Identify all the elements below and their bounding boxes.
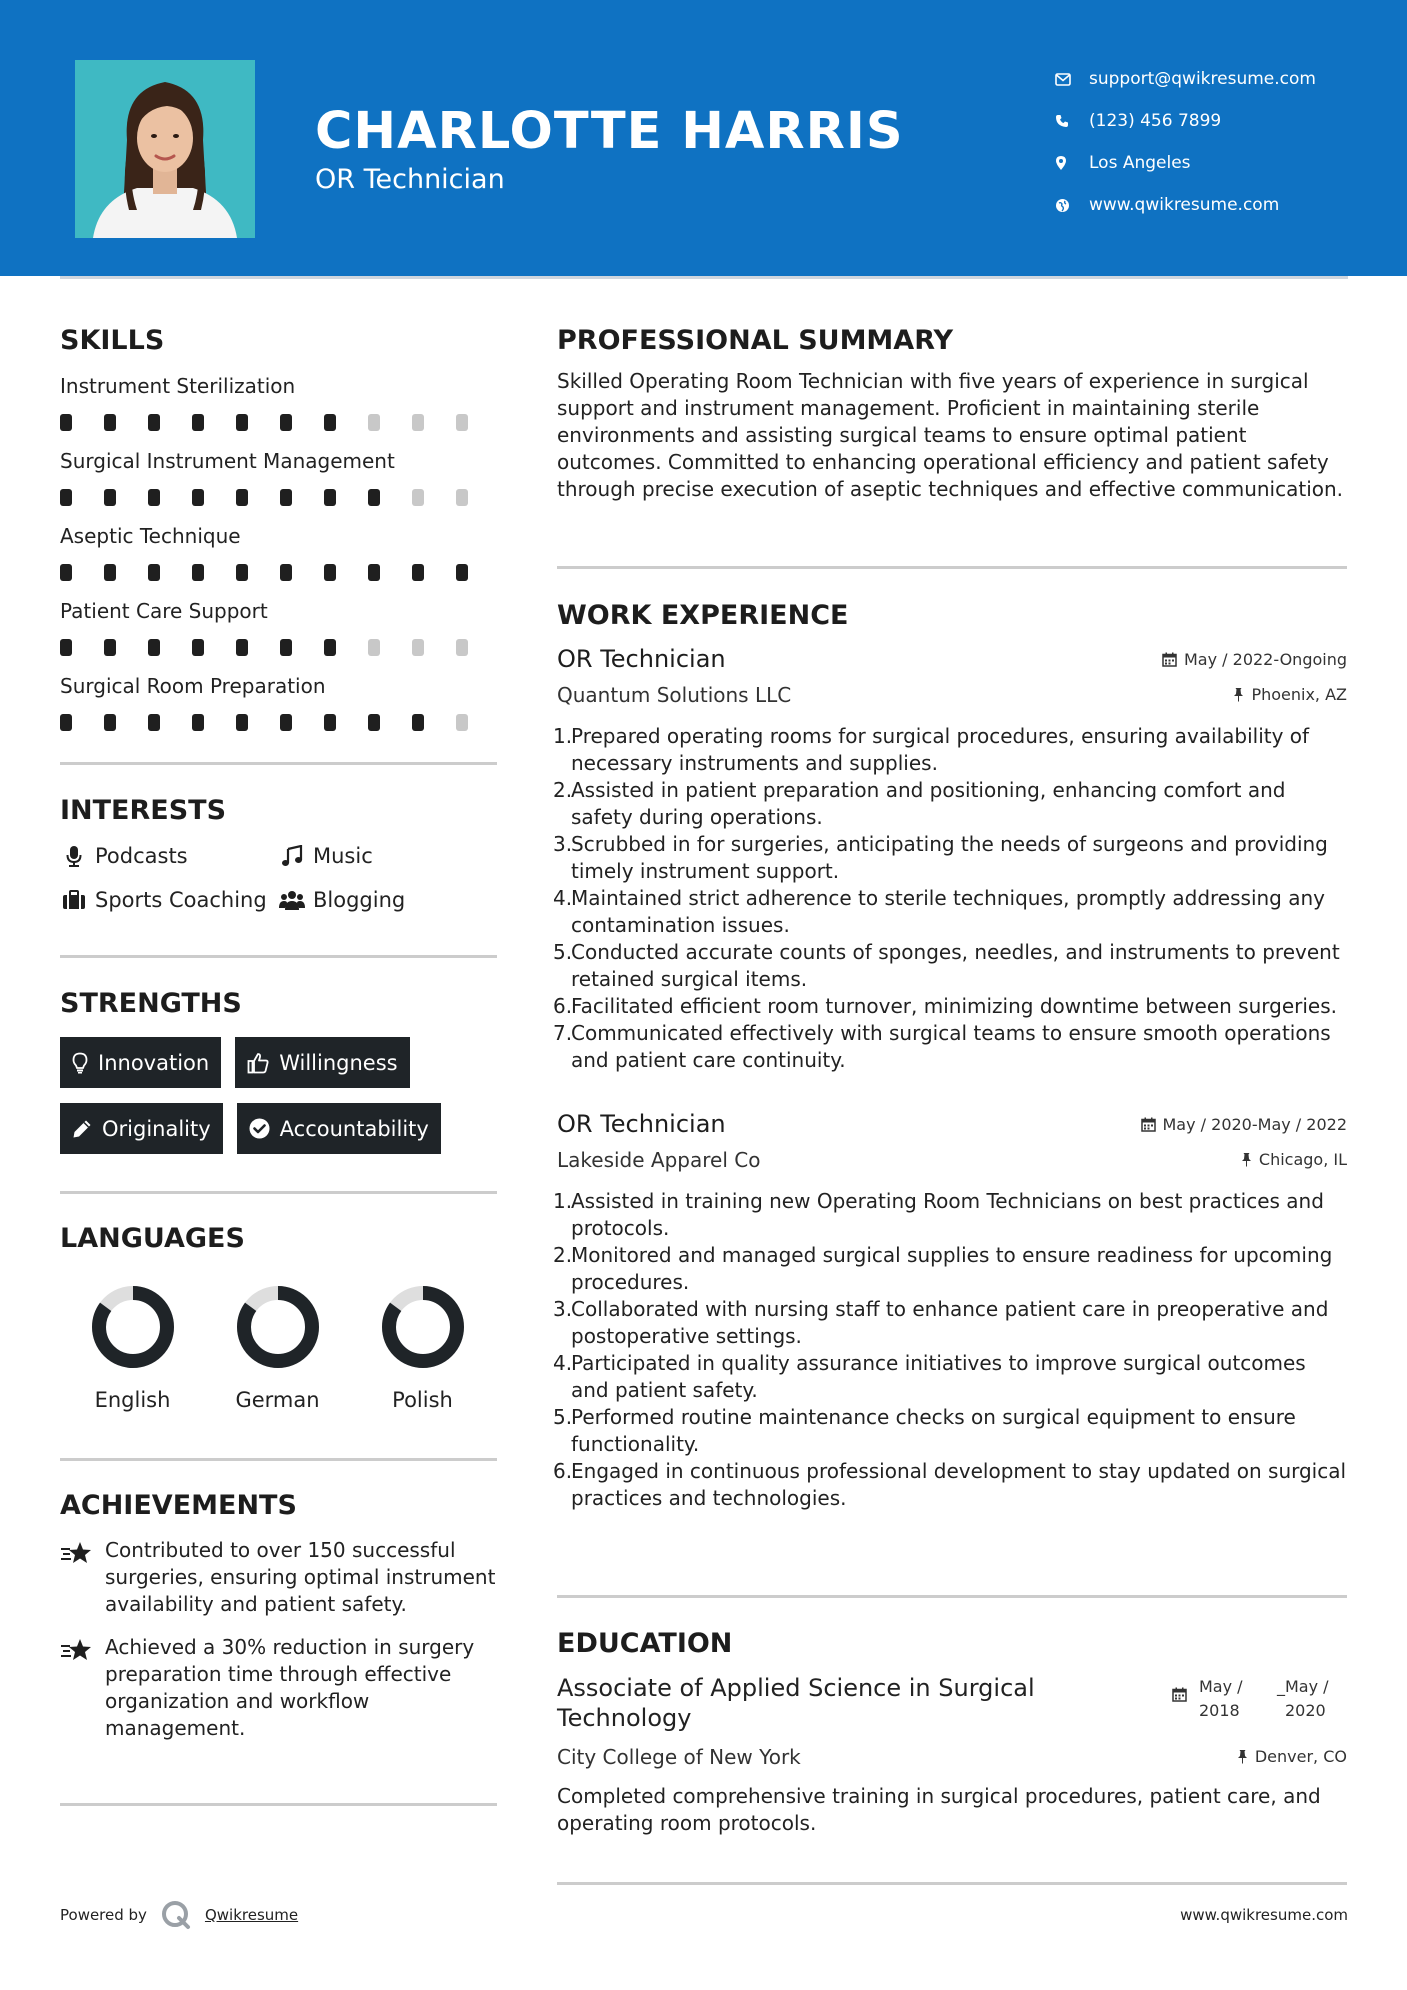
strength-label: Accountability bbox=[279, 1116, 429, 1141]
rating-dot-filled bbox=[60, 414, 72, 431]
bullet-text: Maintained strict adherence to sterile techniques, promptly addressing any contamination issues. bbox=[571, 886, 1325, 937]
rating-dot-filled bbox=[412, 714, 424, 731]
bullet-number: 7. bbox=[553, 1021, 573, 1045]
section-divider bbox=[60, 762, 497, 765]
job-bullet bbox=[553, 993, 1347, 1020]
school-name: City College of New York bbox=[557, 1745, 801, 1769]
interest-label: Podcasts bbox=[95, 844, 188, 868]
rating-dot-filled bbox=[412, 564, 424, 581]
rating-dot-filled bbox=[324, 714, 336, 731]
achievement-text: Achieved a 30% reduction in surgery preparation time through effective organization and workflow management. bbox=[105, 1635, 475, 1740]
rating-dot-filled bbox=[192, 639, 204, 656]
language-label: German bbox=[235, 1388, 320, 1412]
language-label: English bbox=[94, 1388, 171, 1412]
map-pin-icon bbox=[1055, 155, 1089, 171]
qwikresume-logo-icon bbox=[161, 1900, 191, 1930]
thumbtack-icon bbox=[1237, 1749, 1248, 1764]
strength-label: Innovation bbox=[98, 1050, 210, 1075]
skill-name: Aseptic Technique bbox=[60, 524, 241, 548]
bullet-number: 3. bbox=[553, 1297, 573, 1321]
job-bullet bbox=[553, 723, 1347, 777]
job-bullet bbox=[553, 1350, 1347, 1404]
strength-label: Willingness bbox=[279, 1050, 398, 1075]
rating-dot-empty bbox=[456, 639, 468, 656]
bullet-text: Monitored and managed surgical supplies to ensure readiness for upcoming procedures. bbox=[571, 1243, 1333, 1294]
rating-dot-filled bbox=[148, 414, 160, 431]
job-location-text: Phoenix, AZ bbox=[1251, 685, 1347, 704]
language-proficiency-ring bbox=[233, 1282, 323, 1372]
education-end-year: 2020 bbox=[1285, 1701, 1326, 1720]
rating-dot-empty bbox=[456, 489, 468, 506]
rating-dot-filled bbox=[60, 564, 72, 581]
job-dates-text: May / 2022-Ongoing bbox=[1184, 650, 1347, 669]
job-bullet bbox=[553, 831, 1347, 885]
rating-dot-filled bbox=[368, 714, 380, 731]
rating-dot-filled bbox=[60, 489, 72, 506]
education-location-text: Denver, CO bbox=[1254, 1747, 1347, 1766]
job-bullet bbox=[553, 1458, 1347, 1512]
contact-email-text: support@qwikresume.com bbox=[1089, 69, 1316, 89]
skill-rating bbox=[60, 714, 500, 731]
users-icon bbox=[278, 889, 305, 911]
job-entry bbox=[553, 1110, 1347, 1512]
achievement-item bbox=[60, 1634, 500, 1742]
header-divider bbox=[60, 276, 1348, 279]
bullet-text: Assisted in training new Operating Room Technicians on best practices and protocols. bbox=[571, 1189, 1324, 1240]
language-item bbox=[350, 1282, 495, 1412]
job-bullet bbox=[553, 1020, 1347, 1074]
language-proficiency-ring bbox=[88, 1282, 178, 1372]
company-name: Lakeside Apparel Co bbox=[557, 1148, 761, 1172]
rating-dot-empty bbox=[412, 639, 424, 656]
profile-photo bbox=[75, 60, 255, 238]
bullet-number: 2. bbox=[553, 778, 573, 802]
rating-dot-filled bbox=[104, 564, 116, 581]
contact-phone[interactable] bbox=[1055, 100, 1316, 142]
job-header bbox=[557, 1110, 1347, 1138]
rating-dot-filled bbox=[60, 639, 72, 656]
globe-icon bbox=[1055, 198, 1089, 213]
rating-dot-filled bbox=[148, 714, 160, 731]
qwikresume-link[interactable]: Qwikresume bbox=[204, 1906, 299, 1924]
language-item bbox=[205, 1282, 350, 1412]
rating-dot-filled bbox=[192, 714, 204, 731]
skill-name: Instrument Sterilization bbox=[60, 374, 296, 398]
rating-dot-filled bbox=[104, 639, 116, 656]
job-bullets bbox=[553, 1188, 1347, 1512]
job-header bbox=[557, 645, 1347, 673]
rating-dot-filled bbox=[104, 489, 116, 506]
rating-dot-filled bbox=[236, 414, 248, 431]
bullet-number: 5. bbox=[553, 940, 573, 964]
rating-dot-filled bbox=[236, 639, 248, 656]
rating-dot-filled bbox=[280, 714, 292, 731]
section-divider bbox=[60, 1191, 497, 1194]
bullet-number: 1. bbox=[553, 724, 573, 748]
rating-dot-filled bbox=[104, 714, 116, 731]
education-description: Completed comprehensive training in surgical procedures, patient care, and operating room protocols. bbox=[557, 1784, 1321, 1835]
education-start bbox=[1199, 1675, 1277, 1733]
rating-dot-filled bbox=[324, 564, 336, 581]
bullet-text: Facilitated efficient room turnover, minimizing downtime between surgeries. bbox=[571, 994, 1338, 1018]
job-bullet bbox=[553, 1188, 1347, 1242]
jobs-list bbox=[553, 645, 1347, 1512]
rating-dot-filled bbox=[192, 564, 204, 581]
interests-title: INTERESTS bbox=[60, 795, 227, 826]
contact-website[interactable] bbox=[1055, 184, 1316, 226]
skill-rating bbox=[60, 489, 500, 506]
music-note-icon bbox=[278, 845, 305, 867]
bullet-number: 3. bbox=[553, 832, 573, 856]
job-entry bbox=[553, 645, 1347, 1074]
microphone-icon bbox=[60, 845, 87, 867]
rating-dot-empty bbox=[368, 639, 380, 656]
star-award-icon bbox=[60, 1537, 105, 1618]
job-bullet bbox=[553, 1296, 1347, 1350]
section-divider bbox=[60, 1803, 497, 1806]
skill-rating bbox=[60, 564, 500, 581]
skill-name: Surgical Room Preparation bbox=[60, 674, 326, 698]
pencil-icon bbox=[72, 1119, 92, 1139]
job-bullet bbox=[553, 939, 1347, 993]
rating-dot-filled bbox=[148, 564, 160, 581]
rating-dot-filled bbox=[236, 564, 248, 581]
rating-dot-filled bbox=[148, 639, 160, 656]
education-end-month: _May / bbox=[1277, 1677, 1329, 1696]
strength-tag bbox=[237, 1103, 441, 1154]
bullet-text: Communicated effectively with surgical teams to ensure smooth operations and patient care continuity. bbox=[571, 1021, 1331, 1072]
interest-label: Sports Coaching bbox=[95, 888, 267, 912]
education-sub bbox=[557, 1745, 1347, 1769]
job-location bbox=[1233, 685, 1347, 704]
education-start-year: 2018 bbox=[1199, 1701, 1240, 1720]
job-dates bbox=[1162, 650, 1347, 669]
bullet-text: Engaged in continuous professional development to stay updated on surgical practices and technologies. bbox=[571, 1459, 1347, 1510]
skills-list bbox=[60, 374, 500, 731]
section-divider bbox=[60, 1458, 497, 1461]
education-end bbox=[1277, 1675, 1347, 1733]
strength-tag bbox=[60, 1037, 221, 1088]
education-title: EDUCATION bbox=[557, 1628, 733, 1659]
rating-dot-empty bbox=[368, 414, 380, 431]
achievements-section bbox=[60, 1490, 500, 1742]
job-title: OR Technician bbox=[557, 645, 726, 673]
section-divider bbox=[60, 955, 497, 958]
bullet-text: Assisted in patient preparation and positioning, enhancing comfort and safety during operations. bbox=[571, 778, 1286, 829]
bullet-text: Prepared operating rooms for surgical procedures, ensuring availability of necessary instruments and supplies. bbox=[571, 724, 1310, 775]
footer-website[interactable]: www.qwikresume.com bbox=[1180, 1906, 1348, 1924]
interest-label: Music bbox=[313, 844, 373, 868]
contact-phone-text: (123) 456 7899 bbox=[1089, 111, 1222, 131]
rating-dot-filled bbox=[60, 714, 72, 731]
powered-by-text: Powered by bbox=[60, 1906, 147, 1924]
header-banner bbox=[0, 0, 1407, 276]
rating-dot-empty bbox=[412, 414, 424, 431]
interest-item bbox=[60, 844, 278, 868]
candidate-role: OR Technician bbox=[315, 164, 505, 195]
interests-list bbox=[60, 844, 500, 912]
job-subheader bbox=[557, 1148, 1347, 1172]
bullet-text: Performed routine maintenance checks on surgical equipment to ensure functionality. bbox=[571, 1405, 1296, 1456]
check-circle-icon bbox=[249, 1118, 270, 1139]
rating-dot-filled bbox=[104, 414, 116, 431]
rating-dot-empty bbox=[456, 414, 468, 431]
footer-powered-by bbox=[60, 1900, 298, 1930]
envelope-icon bbox=[1055, 73, 1089, 86]
contact-website-text: www.qwikresume.com bbox=[1089, 195, 1280, 215]
languages-list bbox=[60, 1282, 500, 1412]
work-title: WORK EXPERIENCE bbox=[557, 600, 849, 631]
lightbulb-icon bbox=[72, 1052, 88, 1074]
bullet-number: 5. bbox=[553, 1405, 573, 1429]
language-item bbox=[60, 1282, 205, 1412]
briefcase-icon bbox=[60, 890, 87, 910]
achievement-item bbox=[60, 1537, 500, 1618]
rating-dot-filled bbox=[148, 489, 160, 506]
rating-dot-filled bbox=[324, 414, 336, 431]
interest-label: Blogging bbox=[313, 888, 406, 912]
bullet-number: 2. bbox=[553, 1243, 573, 1267]
strengths-list bbox=[60, 1037, 500, 1169]
bullet-text: Collaborated with nursing staff to enhance patient care in preoperative and postoperative settings. bbox=[571, 1297, 1329, 1348]
rating-dot-filled bbox=[324, 639, 336, 656]
skill-name: Patient Care Support bbox=[60, 599, 268, 623]
skills-section bbox=[60, 325, 500, 731]
rating-dot-filled bbox=[324, 489, 336, 506]
bullet-number: 6. bbox=[553, 994, 573, 1018]
rating-dot-filled bbox=[192, 414, 204, 431]
thumbs-up-icon bbox=[247, 1052, 269, 1074]
work-experience-section bbox=[553, 600, 1347, 1512]
education-header bbox=[557, 1673, 1347, 1733]
contact-list bbox=[1055, 58, 1316, 226]
job-bullets bbox=[553, 723, 1347, 1074]
company-name: Quantum Solutions LLC bbox=[557, 683, 792, 707]
language-label: Polish bbox=[392, 1388, 453, 1412]
degree-title: Associate of Applied Science in Surgical Technology bbox=[557, 1674, 1035, 1732]
bullet-text: Conducted accurate counts of sponges, needles, and instruments to prevent retained surgical items. bbox=[571, 940, 1340, 991]
summary-section bbox=[557, 325, 1347, 503]
job-subheader bbox=[557, 683, 1347, 707]
bullet-number: 4. bbox=[553, 1351, 573, 1375]
summary-title: PROFESSIONAL SUMMARY bbox=[557, 325, 954, 356]
interest-item bbox=[278, 888, 478, 912]
job-location-text: Chicago, IL bbox=[1258, 1150, 1347, 1169]
job-title: OR Technician bbox=[557, 1110, 726, 1138]
education-location bbox=[1237, 1747, 1347, 1766]
section-divider bbox=[557, 1882, 1347, 1885]
rating-dot-filled bbox=[192, 489, 204, 506]
star-award-icon bbox=[60, 1634, 105, 1742]
achievement-text: Contributed to over 150 successful surgeries, ensuring optimal instrument availability and patient safety. bbox=[105, 1538, 496, 1616]
strength-label: Originality bbox=[102, 1116, 211, 1141]
summary-text: Skilled Operating Room Technician with five years of experience in surgical support and instrument management. Proficient in maintaining sterile environments and assisting surgical teams to ensure optimal patient outcomes. Committed to enhancing operational efficiency and patient safety through precise execution of aseptic techniques and effective communication. bbox=[557, 369, 1344, 501]
job-bullet bbox=[553, 777, 1347, 831]
section-divider bbox=[557, 566, 1347, 569]
thumbtack-icon bbox=[1241, 1152, 1252, 1167]
skill-name: Surgical Instrument Management bbox=[60, 449, 395, 473]
rating-dot-filled bbox=[456, 564, 468, 581]
rating-dot-filled bbox=[236, 489, 248, 506]
education-start-month: May / bbox=[1199, 1677, 1243, 1696]
education-section bbox=[557, 1628, 1347, 1837]
bullet-number: 1. bbox=[553, 1189, 573, 1213]
rating-dot-filled bbox=[280, 639, 292, 656]
calendar-icon bbox=[1172, 1675, 1187, 1733]
skill-rating bbox=[60, 639, 500, 656]
job-bullet bbox=[553, 1404, 1347, 1458]
phone-icon bbox=[1055, 114, 1089, 128]
rating-dot-filled bbox=[280, 489, 292, 506]
interest-item bbox=[278, 844, 478, 868]
strength-tag bbox=[235, 1037, 409, 1088]
rating-dot-filled bbox=[236, 714, 248, 731]
language-proficiency-ring bbox=[378, 1282, 468, 1372]
strength-tag bbox=[60, 1103, 223, 1154]
calendar-icon bbox=[1162, 652, 1177, 667]
strengths-section bbox=[60, 988, 500, 1169]
rating-dot-empty bbox=[412, 489, 424, 506]
job-dates bbox=[1141, 1115, 1348, 1134]
calendar-icon bbox=[1141, 1117, 1156, 1132]
section-divider bbox=[557, 1595, 1347, 1598]
interest-item bbox=[60, 888, 278, 912]
achievements-title: ACHIEVEMENTS bbox=[60, 1490, 297, 1521]
skill-rating bbox=[60, 414, 500, 431]
job-bullet bbox=[553, 1242, 1347, 1296]
interests-section bbox=[60, 795, 500, 912]
job-dates-text: May / 2020-May / 2022 bbox=[1162, 1115, 1347, 1134]
languages-title: LANGUAGES bbox=[60, 1223, 245, 1254]
education-dates bbox=[1172, 1675, 1347, 1733]
rating-dot-filled bbox=[280, 414, 292, 431]
bullet-number: 4. bbox=[553, 886, 573, 910]
skills-title: SKILLS bbox=[60, 325, 165, 356]
candidate-name: CHARLOTTE HARRIS bbox=[315, 102, 904, 161]
contact-email[interactable] bbox=[1055, 58, 1316, 100]
rating-dot-filled bbox=[368, 489, 380, 506]
thumbtack-icon bbox=[1233, 687, 1244, 702]
contact-location bbox=[1055, 142, 1316, 184]
contact-location-text: Los Angeles bbox=[1089, 153, 1191, 173]
bullet-number: 6. bbox=[553, 1459, 573, 1483]
rating-dot-filled bbox=[280, 564, 292, 581]
rating-dot-filled bbox=[368, 564, 380, 581]
bullet-text: Scrubbed in for surgeries, anticipating the needs of surgeons and providing timely instrument support. bbox=[571, 832, 1328, 883]
job-location bbox=[1241, 1150, 1347, 1169]
strengths-title: STRENGTHS bbox=[60, 988, 242, 1019]
job-bullet bbox=[553, 885, 1347, 939]
languages-section bbox=[60, 1223, 500, 1412]
rating-dot-empty bbox=[456, 714, 468, 731]
bullet-text: Participated in quality assurance initiatives to improve surgical outcomes and patient safety. bbox=[571, 1351, 1306, 1402]
